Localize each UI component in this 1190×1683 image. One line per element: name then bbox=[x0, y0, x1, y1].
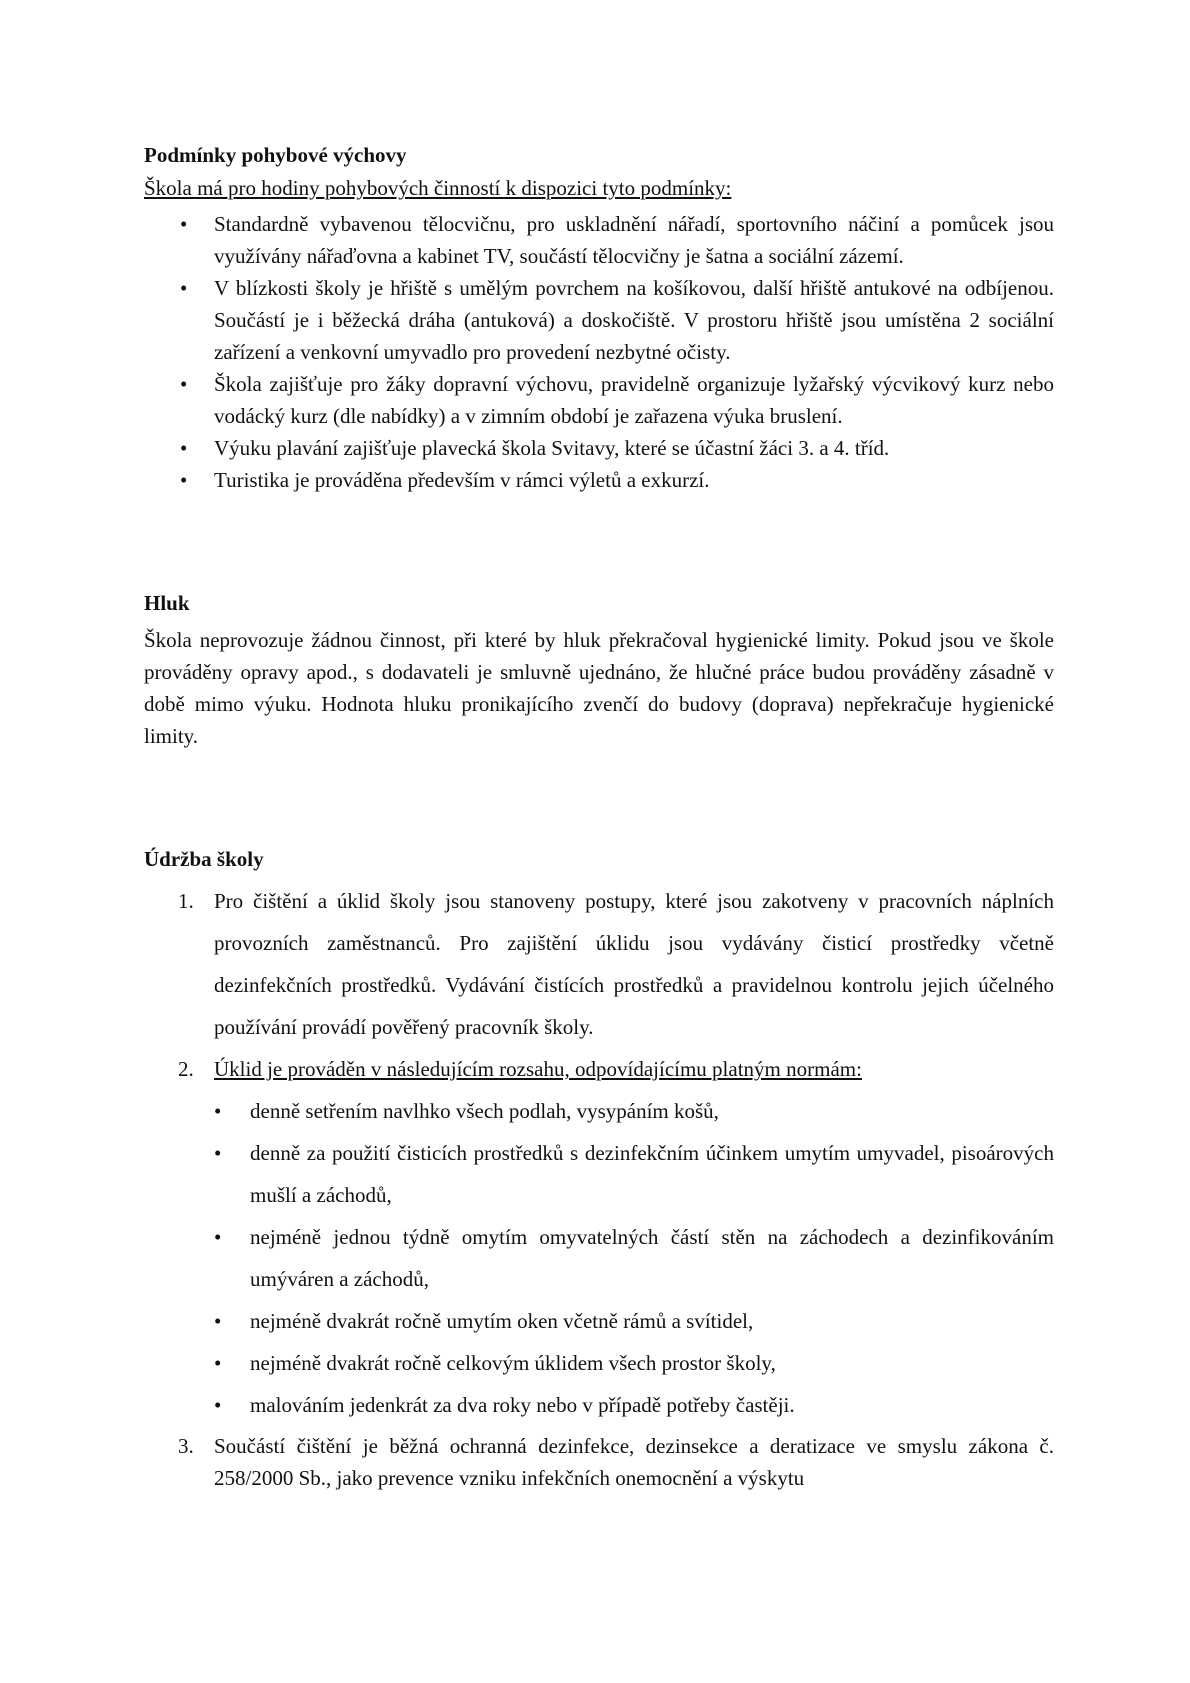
conditions-list bbox=[144, 208, 1054, 496]
list-item bbox=[144, 272, 1054, 368]
list-number: 3. bbox=[178, 1434, 194, 1458]
list-number: 2. bbox=[178, 1057, 194, 1081]
list-item-text: V blízkosti školy je hřiště s umělým povrchem na košíkovou, další hřiště antukové na odbíjenou. Součástí je i běžecká dráha (antuková) a doskočiště. V prostoru hřiště jsou umístěna 2 sociální zařízení a venkovní umyvadlo pro provedení nezbytné očisty. bbox=[214, 276, 1054, 364]
list-item-text: Turistika je prováděna především v rámci výletů a exkurzí. bbox=[214, 468, 710, 492]
document-page bbox=[144, 140, 1054, 1494]
section-intro: Škola má pro hodiny pohybových činností k dispozici tyto podmínky: bbox=[144, 176, 732, 200]
list-item-text: Pro čištění a úklid školy jsou stanoveny postupy, které jsou zakotveny v pracovních náplních provozních zaměstnanců. Pro zajištění úklidu jsou vydávány čisticí prostředky včetně dezinfekčních prostředků. Vydávání čistících prostředků a pravidelnou kontrolu jejich účelného používání provádí pověřený pracovník školy. bbox=[214, 889, 1054, 1039]
sublist-item bbox=[214, 1090, 1054, 1132]
cleaning-sublist bbox=[214, 1090, 1054, 1426]
maintenance-list bbox=[144, 880, 1054, 1494]
list-item bbox=[144, 1430, 1054, 1494]
list-item bbox=[144, 208, 1054, 272]
list-number: 1. bbox=[178, 889, 194, 913]
sublist-item bbox=[214, 1384, 1054, 1426]
sublist-item bbox=[214, 1216, 1054, 1300]
sublist-item bbox=[214, 1132, 1054, 1216]
section-noise bbox=[144, 588, 1054, 752]
bullet-icon: • bbox=[180, 468, 188, 492]
sublist-item-text: malováním jedenkrát za dva roky nebo v případě potřeby častěji. bbox=[250, 1393, 795, 1417]
list-item bbox=[144, 464, 1054, 496]
bullet-icon: • bbox=[214, 1225, 222, 1249]
list-item-text: Škola zajišťuje pro žáky dopravní výchovu, pravidelně organizuje lyžařský výcvikový kurz nebo vodácký kurz (dle nabídky) a v zimním období je zařazena výuka bruslení. bbox=[214, 372, 1054, 428]
bullet-icon: • bbox=[214, 1099, 222, 1123]
list-item-text: Úklid je prováděn v následujícím rozsahu, odpovídajícímu platným normám: bbox=[214, 1057, 862, 1081]
bullet-icon: • bbox=[214, 1141, 222, 1165]
bullet-icon: • bbox=[214, 1351, 222, 1375]
bullet-icon: • bbox=[180, 436, 188, 460]
sublist-item-text: nejméně dvakrát ročně celkovým úklidem všech prostor školy, bbox=[250, 1351, 776, 1375]
sublist-item bbox=[214, 1342, 1054, 1384]
section-heading: Hluk bbox=[144, 591, 190, 615]
sublist-item-text: nejméně jednou týdně omytím omyvatelných částí stěn na záchodech a dezinfikováním umýváren a záchodů, bbox=[250, 1225, 1054, 1291]
sublist-item-text: denně za použití čisticích prostředků s dezinfekčním účinkem umytím umyvadel, pisoárových mušlí a záchodů, bbox=[250, 1141, 1054, 1207]
section-maintenance bbox=[144, 844, 1054, 1494]
bullet-icon: • bbox=[180, 212, 188, 236]
list-item bbox=[144, 880, 1054, 1048]
sublist-item-text: denně setřením navlhko všech podlah, vysypáním košů, bbox=[250, 1099, 719, 1123]
list-item-text: Standardně vybavenou tělocvičnu, pro uskladnění nářadí, sportovního náčiní a pomůcek jsou využívány nářaďovna a kabinet TV, součástí tělocvičny je šatna a sociální zázemí. bbox=[214, 212, 1054, 268]
section-heading: Údržba školy bbox=[144, 847, 264, 871]
sublist-item bbox=[214, 1300, 1054, 1342]
section-text: Škola neprovozuje žádnou činnost, při které by hluk překračoval hygienické limity. Pokud jsou ve škole prováděny opravy apod., s dodavateli je smluvně ujednáno, že hlučné práce budou prováděny zásadně v době mimo výuku. Hodnota hluku pronikajícího zvenčí do budovy (doprava) nepřekračuje hygienické limity. bbox=[144, 628, 1054, 748]
bullet-icon: • bbox=[214, 1309, 222, 1333]
section-physical-education bbox=[144, 140, 1054, 496]
list-item bbox=[144, 432, 1054, 464]
list-item bbox=[144, 368, 1054, 432]
bullet-icon: • bbox=[180, 372, 188, 396]
list-item-text: Součástí čištění je běžná ochranná dezinfekce, dezinsekce a deratizace ve smyslu zákona č. 258/2000 Sb., jako prevence vzniku infekčních onemocnění a výskytu bbox=[214, 1434, 1054, 1490]
bullet-icon: • bbox=[214, 1393, 222, 1417]
sublist-item-text: nejméně dvakrát ročně umytím oken včetně rámů a svítidel, bbox=[250, 1309, 754, 1333]
list-item-text: Výuku plavání zajišťuje plavecká škola Svitavy, které se účastní žáci 3. a 4. tříd. bbox=[214, 436, 890, 460]
list-item bbox=[144, 1048, 1054, 1426]
bullet-icon: • bbox=[180, 276, 188, 300]
section-heading: Podmínky pohybové výchovy bbox=[144, 143, 407, 167]
